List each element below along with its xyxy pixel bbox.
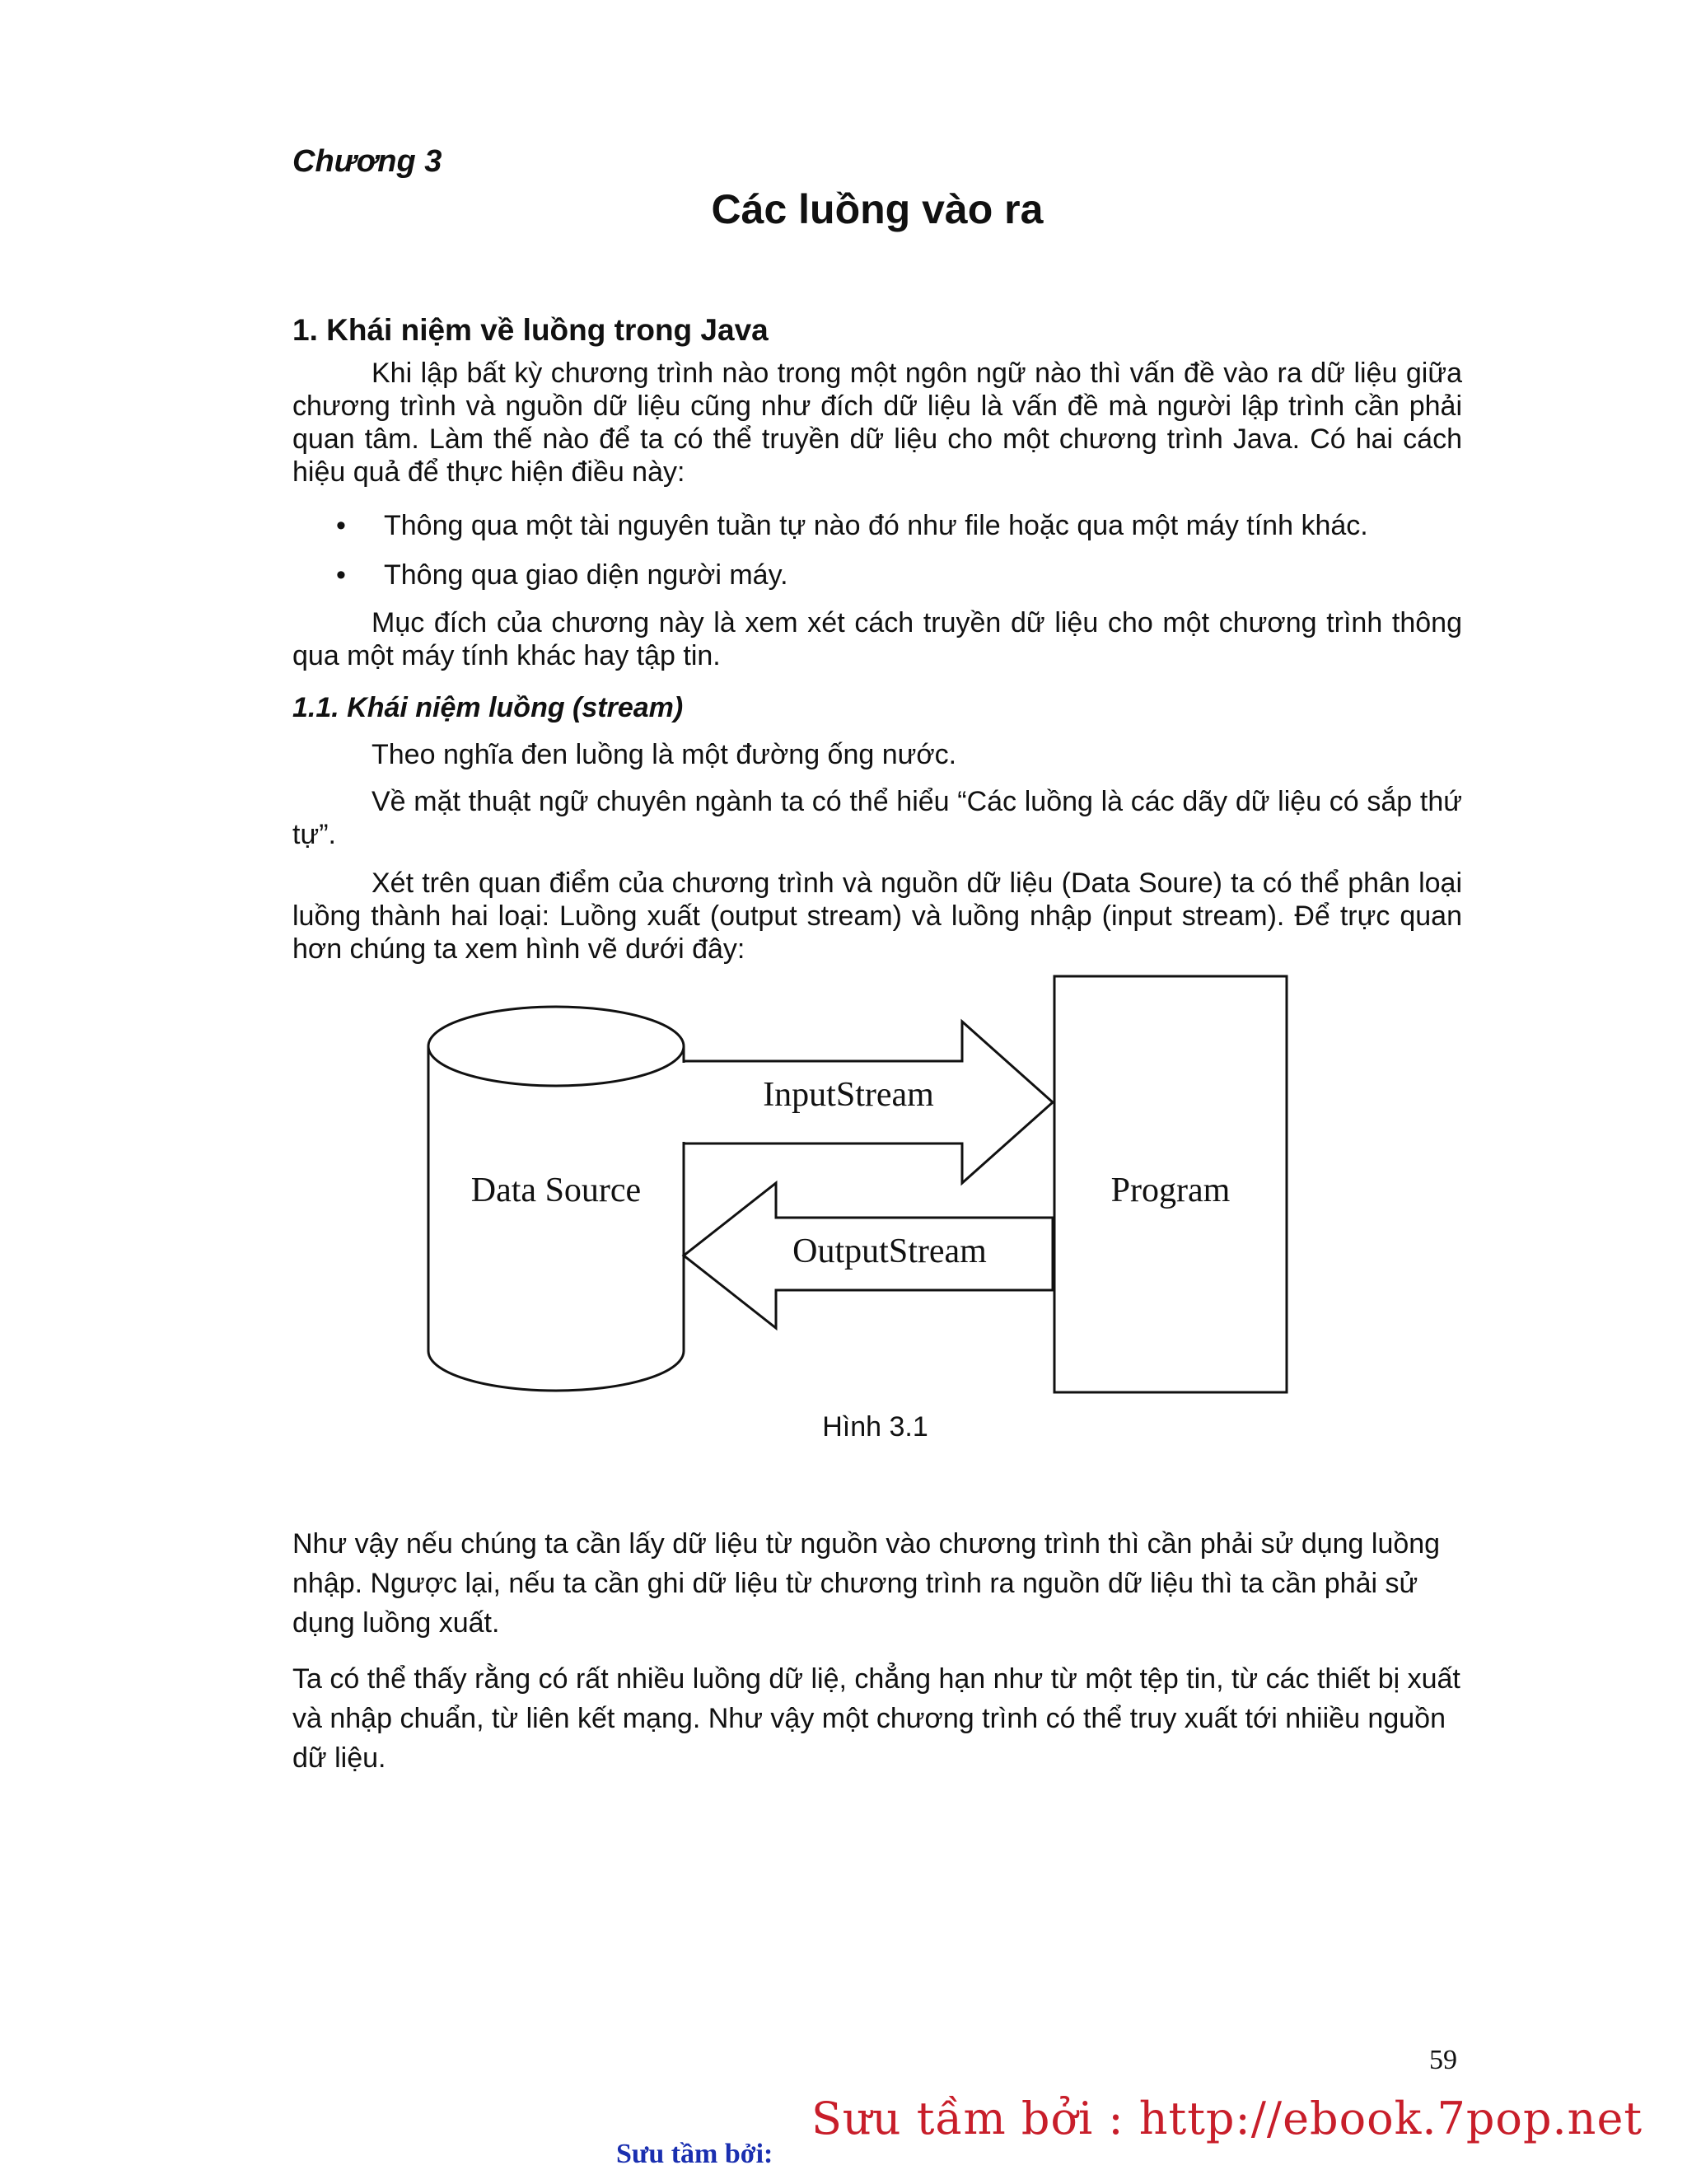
chapter-label: Chương 3 <box>292 144 442 179</box>
page-number: 59 <box>1429 2045 1457 2075</box>
streams-paragraph: Ta có thể thấy rằng có rất nhiều luồng dữ liệ, chẳng hạn như từ một tệp tin, từ các thiết bị xuất và nhập chuẩn, từ liên kết mạng. Như vậy một chương trình có thể truy xuất tới nhiiều nguồn dữ liệu. <box>292 1663 1460 1774</box>
stream-diagram <box>412 972 1301 1401</box>
purpose-paragraph: Mục đích của chương này là xem xét cách truyền dữ liệu cho một chương trình thông qua một máy tính khác hay tập tin. <box>292 607 1462 671</box>
bullet-item: Thông qua giao diện người máy. <box>384 559 788 591</box>
summary-paragraph: Như vậy nếu chúng ta cần lấy dữ liệu từ nguồn vào chương trình thì cần phải sử dụng luồng nhập. Ngược lại, nếu ta cần ghi dữ liệu từ chương trình ra nguồn dữ liệu thì ta cần phải sử dụng luồng xuất. <box>292 1528 1441 1639</box>
figure-caption: Hình 3.1 <box>822 1411 928 1443</box>
program-label: Program <box>1110 1172 1231 1209</box>
input-stream-label: InputStream <box>763 1076 934 1114</box>
data-source-label: Data Source <box>470 1172 642 1209</box>
section-heading-1: 1. Khái niệm về luồng trong Java <box>292 313 769 347</box>
bullet-icon: • <box>336 559 346 591</box>
arrow-join-mask <box>680 1063 687 1142</box>
bullet-item: Thông qua một tài nguyên tuần tự nào đó như file hoặc qua một máy tính khác. <box>384 510 1368 541</box>
source-watermark: Sưu tầm bởi : http://ebook.7pop.net <box>811 2093 1643 2144</box>
bullet-icon: • <box>336 510 346 541</box>
output-stream-label: OutputStream <box>792 1232 987 1270</box>
intro-paragraph: Khi lập bất kỳ chương trình nào trong một ngôn ngữ nào thì vấn đề vào ra dữ liệu giữa chương trình và nguồn dữ liệu cũng như đích dữ liệu là vấn đề mà người lập trình cần phải quan tâm. Làm thế nào để ta có thể truyền dữ liệu cho một chương trình Java. Có hai cách hiệu quả để thực hiện điều này: <box>292 358 1462 488</box>
section-heading-1-1: 1.1. Khái niệm luồng (stream) <box>292 692 684 723</box>
definition-paragraph: Về mặt thuật ngữ chuyên ngành ta có thể hiểu “Các luồng là các dãy dữ liệu có sắp thứ tự”. <box>292 786 1462 850</box>
classification-paragraph: Xét trên quan điểm của chương trình và nguồn dữ liệu (Data Soure) ta có thể phân loại luồng thành hai loại: Luồng xuất (output stream) và luồng nhập (input stream). Để trực quan hơn chúng ta xem hình vẽ dưới đây: <box>292 868 1462 965</box>
collected-by-label: Sưu tầm bởi: <box>616 2139 773 2169</box>
chapter-title: Các luồng vào ra <box>711 186 1044 232</box>
literal-meaning-paragraph: Theo nghĩa đen luồng là một đường ống nước. <box>372 739 957 770</box>
